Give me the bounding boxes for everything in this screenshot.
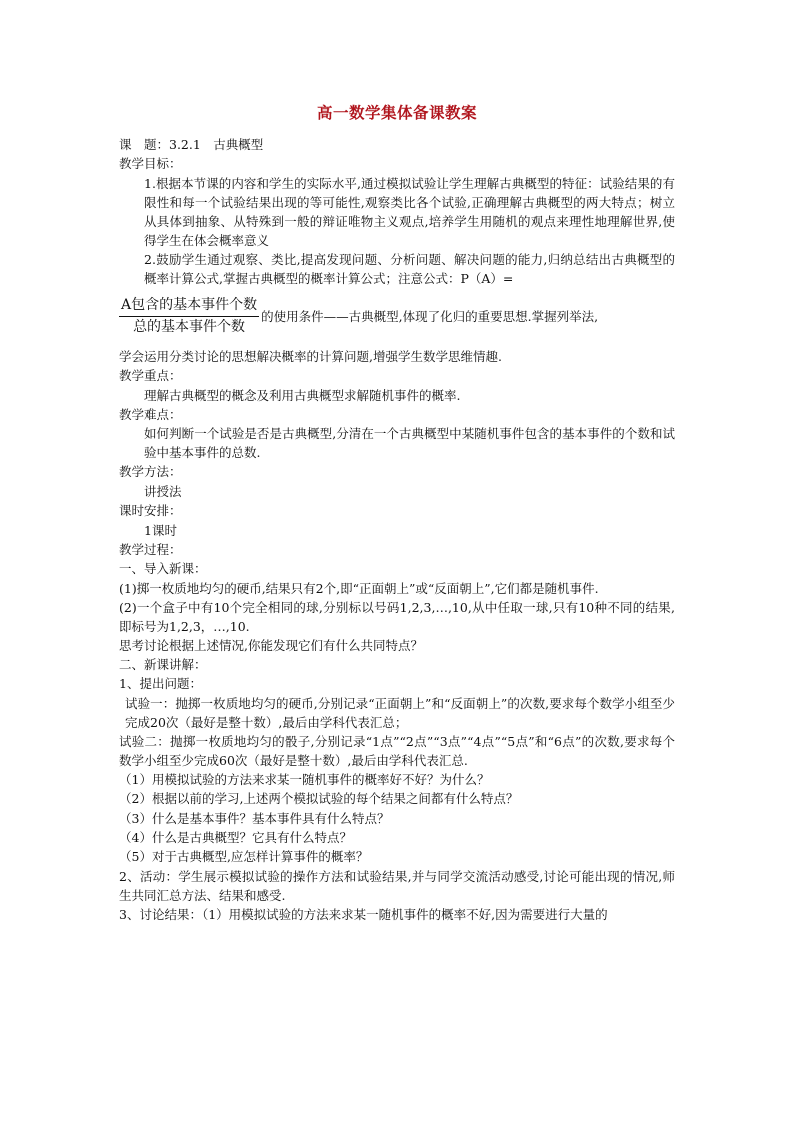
key-points-heading: 教学重点： (119, 368, 182, 384)
schedule-text: 1课时 (144, 522, 177, 538)
intro-item-1: (1)掷一枚质地均匀的硬币,结果只有2个,即“正面朝上”或“反面朝上”,它们都是随机事件. (119, 580, 599, 596)
goal-2-end: 学会运用分类讨论的思想解决概率的计算问题,增强学生数学思维情趣. (119, 348, 502, 364)
question-1: （1）用模拟试验的方法来求某一随机事件的概率好不好？为什么？ (119, 771, 490, 787)
formula-numerator: A包含的基本事件个数 (119, 296, 259, 317)
question-2: （2）根据以前的学习,上述两个模拟试验的每个结果之间都有什么特点？ (119, 791, 519, 807)
question-3: （3）什么是基本事件？基本事件具有什么特点？ (119, 810, 390, 826)
document-title: 高一数学集体备课教案 (316, 103, 477, 122)
section-1-heading: 一、导入新课： (119, 561, 207, 577)
goal-1-paragraph: 1.根据本节课的内容和学生的实际水平,通过模拟试验让学生理解古典概型的特征：试验结果的有限性和每一个试验结果出现的等可能性,观察类比各个试验,正确理解古典概型的两大特点；树立从具体到抽象、从特殊到一般的辩证唯物主义观点,培养学生用随机的观点来理性地理解世界,使得学生在体会概率意义 (144, 175, 675, 248)
key-points-text: 理解古典概型的概念及利用古典概型求解随机事件的概率. (144, 387, 461, 403)
experiment-2-text: 试验二：抛掷一枚质地均匀的骰子,分别记录“1点”“2点”“3点”“4点”“5点”和“6点”的次数,要求每个数学小组至少完成60次（最好是整十数）,最后由学科代表汇总. (119, 733, 675, 768)
topic-line: 课 题：3.2.1 古典概型 (119, 137, 264, 152)
probability-formula (119, 296, 675, 337)
difficulty-heading: 教学难点： (119, 406, 182, 422)
intro-item-2: (2)一个盒子中有10个完全相同的球,分别标以号码1,2,3,…,10,从中任取一球,只有10种不同的结果,即标号为1,2,3，…,10. (119, 599, 675, 634)
schedule-heading: 课时安排： (119, 503, 182, 519)
difficulty-text: 如何判断一个试验是否是古典概型,分清在一个古典概型中某随机事件包含的基本事件的个数和试验中基本事件的总数. (144, 426, 675, 461)
activity-paragraph: 2、活动：学生展示模拟试验的操作方法和试验结果,并与同学交流活动感受,讨论可能出现的情况,师生共同汇总方法、结果和感受. (119, 868, 675, 903)
question-4: （4）什么是古典概型？它具有什么特点？ (119, 830, 352, 846)
goals-heading: 教学目标： (119, 156, 182, 172)
method-heading: 教学方法： (119, 464, 182, 480)
intro-question: 思考讨论根据上述情况,你能发现它们有什么共同特点？ (119, 637, 423, 653)
goal-2-paragraph: 2.鼓励学生通过观察、类比,提高发现问题、分析问题、解决问题的能力,归纳总结出古典概型的概率计算公式,掌握古典概型的概率计算公式；注意公式：P（A）= (144, 251, 675, 286)
experiment-1-text: 试验一：抛掷一枚质地均匀的硬币,分别记录“正面朝上”和“反面朝上”的次数,要求每个数学小组至少完成20次（最好是整十数）,最后由学科代表汇总； (125, 695, 675, 730)
formula-fraction (119, 296, 259, 337)
discussion-paragraph: 3、讨论结果：（1）用模拟试验的方法来求某一随机事件的概率不好,因为需要进行大量的 (119, 906, 608, 922)
section-2-heading: 二、新课讲解： (119, 657, 207, 673)
question-5: （5）对于古典概型,应怎样计算事件的概率？ (119, 849, 369, 865)
subsection-1-heading: 1、提出问题： (119, 676, 202, 692)
document-body (119, 103, 675, 924)
method-text: 讲授法 (144, 483, 182, 499)
formula-tail-text: 的使用条件——古典概型,体现了化归的重要思想.掌握列举法, (261, 308, 599, 324)
process-heading: 教学过程： (119, 541, 182, 557)
formula-denominator: 总的基本事件个数 (133, 318, 246, 335)
